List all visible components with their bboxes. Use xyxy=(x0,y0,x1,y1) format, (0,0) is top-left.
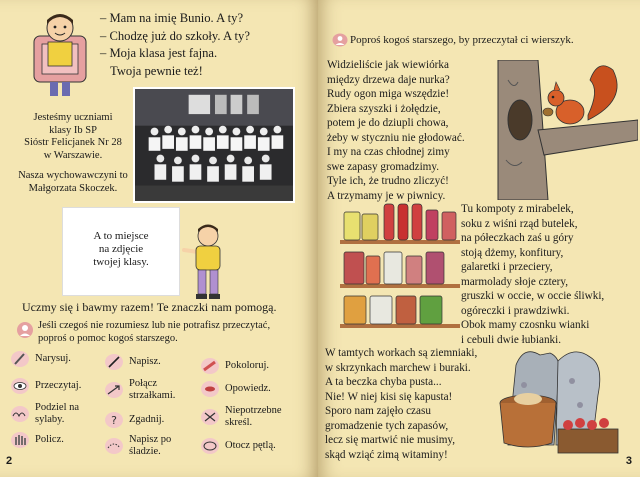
poem-line: ogóreczki i prawdziwki. xyxy=(461,304,570,317)
poem-line: lecz się martwić nie musimy, xyxy=(325,434,456,446)
poem-line: w skrzynkach marchew i buraki. xyxy=(325,361,471,374)
right-page xyxy=(318,0,640,477)
teacher-line: Nasza wychowawczyni to xyxy=(18,170,128,181)
poem-line: Widzieliście jak wiewiórka xyxy=(327,59,449,71)
poem-line: na półeczkach zaś u góry xyxy=(461,232,574,244)
poem-line: żeby w styczniu nie głodować. xyxy=(327,131,465,144)
syllables-icon xyxy=(10,405,30,423)
squirrel-in-tree-illustration xyxy=(478,60,638,200)
page-number: 2 xyxy=(6,455,13,467)
poem-line: A ta beczka chyba pusta... xyxy=(325,376,442,388)
teacher-line: Małgorzata Skoczek. xyxy=(28,182,118,194)
poem-line: Rudy ogon miga wszędzie! xyxy=(327,88,450,100)
poem-line: gruszki w occie, w occie śliwki, xyxy=(461,290,605,302)
poem-line: marmolady słoje cztery, xyxy=(461,275,569,288)
symbol-label: Niepotrzebne skreśl. xyxy=(225,405,282,428)
symbol-guess xyxy=(104,411,164,429)
poem-stanza-1 xyxy=(327,58,465,203)
poem-line: Zbiera szyszki i żołędzie, xyxy=(327,102,441,115)
poem-line: gromadzenie tych zapasów, xyxy=(325,419,449,432)
symbol-syllables xyxy=(10,402,95,426)
poem-line: potem je do dziupli chowa, xyxy=(327,117,449,129)
pointing-boy-illustration xyxy=(180,222,232,302)
svg-text:?: ? xyxy=(111,414,117,427)
poem-line: Sporo nam zajęło czasu xyxy=(325,405,431,417)
symbol-connect xyxy=(104,378,191,402)
help-hint: Jeśli czegoś nie rozumiesz lub nie potrafisz przeczytać, poproś o pomoc kogoś starszego. xyxy=(38,320,271,344)
symbol-label: Pokoloruj. xyxy=(225,360,270,371)
symbol-read xyxy=(10,377,81,395)
page-number: 3 xyxy=(625,455,632,467)
pen-icon xyxy=(104,353,124,371)
symbol-label: Napisz. xyxy=(129,356,161,367)
ask-adult-icon xyxy=(16,321,34,339)
poem-line: Tyle ich, że trudno zliczyć! xyxy=(327,175,449,187)
dialog-text xyxy=(100,10,250,80)
symbol-label: Opowiedz. xyxy=(225,383,271,394)
poem-line: W tamtych workach są ziemniaki, xyxy=(325,347,478,359)
dotted-trace-icon xyxy=(104,437,124,455)
photo-placeholder xyxy=(62,207,180,296)
symbol-draw xyxy=(10,350,71,368)
poem-line: Obok mamy czosnku wianki xyxy=(461,319,590,331)
poem-line: stoją dżemy, konfitury, xyxy=(461,246,564,259)
poem-line: soku z wiśni rząd butelek, xyxy=(461,217,578,230)
placeholder-line: na zdjęcie xyxy=(98,243,144,255)
intro-text: Uczmy się i bawmy razem! Te znaczki nam pomogą. xyxy=(22,300,277,314)
symbol-label: Otocz pętlą. xyxy=(225,440,276,451)
poem-line: I my na czas chłodnej zimy xyxy=(327,146,450,158)
dialog-line: – Chodzę już do szkoły. A ty? xyxy=(100,28,250,43)
poem-line: między drzewa daje nurka? xyxy=(327,73,450,86)
symbol-label: Narysuj. xyxy=(35,353,71,364)
pencil-icon xyxy=(10,350,30,368)
symbol-label: Podziel na sylaby. xyxy=(35,402,80,425)
hand-count-icon xyxy=(10,431,30,449)
symbol-tell xyxy=(200,380,271,398)
poem-stanza-2 xyxy=(461,202,604,347)
left-page xyxy=(0,0,318,477)
dialog-line: Twoja pewnie też! xyxy=(110,63,203,78)
poem-stanza-3 xyxy=(325,346,477,462)
symbol-label: Przeczytaj. xyxy=(35,380,82,391)
dialog-line: – Moja klasa jest fajna. xyxy=(100,46,218,60)
placeholder-line: A to miejsce xyxy=(93,230,149,242)
symbol-color xyxy=(200,357,269,375)
poem-line: i cebuli dwie łubianki. xyxy=(461,333,562,346)
pantry-shelves-illustration xyxy=(340,200,460,330)
symbol-trace xyxy=(104,434,189,458)
poem-line: A trzymamy je w piwnicy. xyxy=(327,189,446,202)
dialog-line: – Mam na imię Bunio. A ty? xyxy=(100,11,244,25)
eye-icon xyxy=(10,377,30,395)
symbol-cross-out xyxy=(200,405,305,429)
placeholder-line: twojej klasy. xyxy=(93,256,149,268)
class-line: w Warszawie. xyxy=(43,149,103,161)
ask-adult-icon xyxy=(332,33,348,47)
poem-line: skąd wziąć zimą witaminy! xyxy=(325,448,448,461)
symbol-label: Połącz strzałkami. xyxy=(129,378,176,401)
mouth-icon xyxy=(200,380,220,398)
class-photo xyxy=(133,87,295,203)
instruction-text: Poproś kogoś starszego, by przeczytał ci wierszyk. xyxy=(350,34,574,46)
symbol-label: Napisz po śladzie. xyxy=(129,434,172,457)
loop-icon xyxy=(200,437,220,455)
class-line: Sióstr Felicjanek Nr 28 xyxy=(24,137,122,148)
class-description xyxy=(14,112,132,195)
symbol-write xyxy=(104,353,161,371)
class-line: Jesteśmy uczniami xyxy=(33,112,113,123)
arrow-icon xyxy=(104,381,124,399)
symbol-loop xyxy=(200,437,276,455)
boy-with-backpack-illustration xyxy=(30,14,90,100)
sacks-and-barrel-illustration xyxy=(494,345,634,457)
crayon-icon xyxy=(200,357,220,375)
poem-line: galaretki i przeciery, xyxy=(461,261,553,273)
class-line: klasy Ib SP xyxy=(49,124,97,136)
symbol-count xyxy=(10,431,64,449)
poem-line: Nie! W niej kisi się kapusta! xyxy=(325,390,453,403)
poem-line: Tu kompoty z mirabelek, xyxy=(461,203,574,215)
cross-out-icon xyxy=(200,408,220,426)
symbol-label: Policz. xyxy=(35,434,64,445)
poem-line: swe zapasy gromadzimy. xyxy=(327,160,440,173)
symbol-label: Zgadnij. xyxy=(129,414,165,425)
question-icon xyxy=(104,411,124,429)
